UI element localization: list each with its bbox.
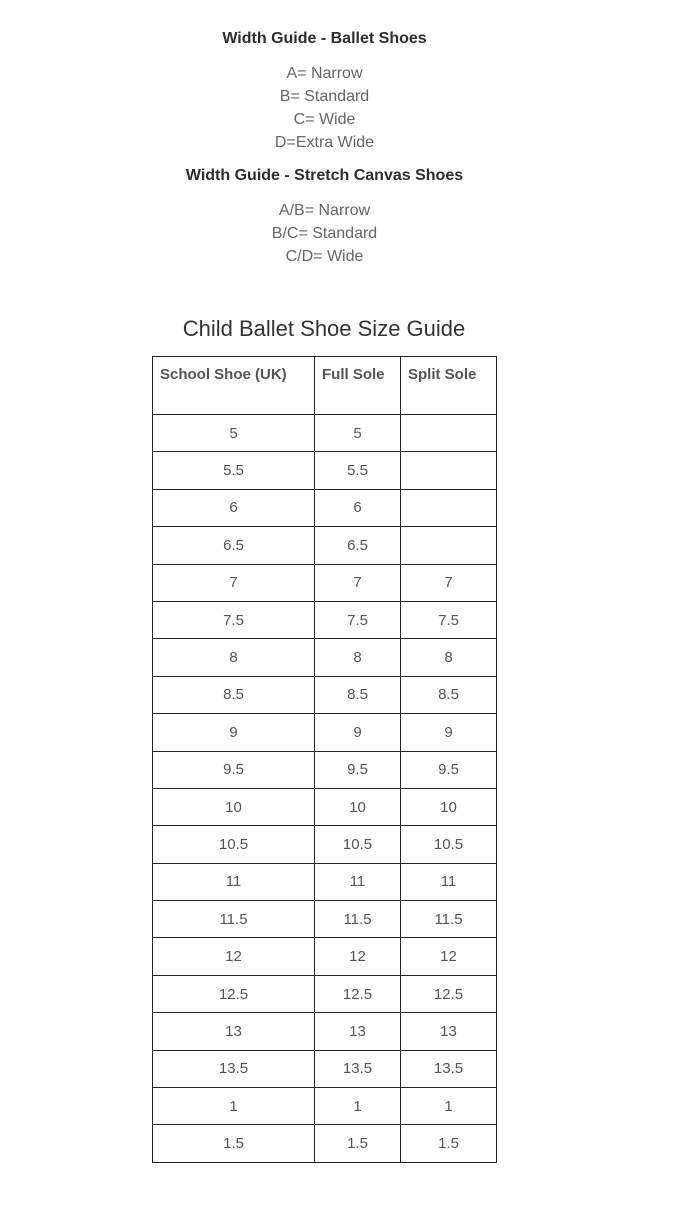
table-row — [153, 564, 497, 601]
split-sole-cell: 10.5 — [401, 826, 497, 863]
table-row — [153, 676, 497, 713]
split-sole-cell: 11.5 — [401, 901, 497, 938]
split-sole-cell: 8 — [401, 639, 497, 676]
school-shoe-cell: 11 — [153, 863, 315, 900]
split-sole-cell: 8.5 — [401, 676, 497, 713]
full-sole-cell: 8.5 — [315, 676, 401, 713]
school-shoe-cell: 6 — [153, 489, 315, 526]
full-sole-cell: 13.5 — [315, 1050, 401, 1087]
size-guide-table — [152, 356, 497, 1163]
table-row — [153, 863, 497, 900]
school-shoe-cell: 10.5 — [153, 826, 315, 863]
table-row — [153, 527, 497, 564]
school-shoe-cell: 13.5 — [153, 1050, 315, 1087]
full-sole-cell: 5 — [315, 415, 401, 452]
split-sole-cell — [401, 415, 497, 452]
split-sole-cell: 7 — [401, 564, 497, 601]
table-row — [153, 901, 497, 938]
table-row — [153, 1088, 497, 1125]
full-sole-cell: 12 — [315, 938, 401, 975]
table-row — [153, 1050, 497, 1087]
column-header-split-sole: Split Sole — [401, 357, 497, 415]
split-sole-cell: 12.5 — [401, 975, 497, 1012]
school-shoe-cell: 10 — [153, 788, 315, 825]
school-shoe-cell: 13 — [153, 1013, 315, 1050]
full-sole-cell: 1 — [315, 1088, 401, 1125]
school-shoe-cell: 12.5 — [153, 975, 315, 1012]
canvas-width-item: A/B= Narrow — [278, 202, 371, 219]
split-sole-cell: 13 — [401, 1013, 497, 1050]
full-sole-cell: 7 — [315, 564, 401, 601]
school-shoe-cell: 6.5 — [153, 527, 315, 564]
full-sole-cell: 1.5 — [315, 1125, 401, 1162]
table-row — [153, 415, 497, 452]
ballet-width-guide-list — [0, 62, 649, 154]
split-sole-cell: 9.5 — [401, 751, 497, 788]
canvas-width-item: C/D= Wide — [285, 248, 364, 265]
full-sole-cell: 11.5 — [315, 901, 401, 938]
school-shoe-cell: 12 — [153, 938, 315, 975]
split-sole-cell: 7.5 — [401, 601, 497, 638]
school-shoe-cell: 11.5 — [153, 901, 315, 938]
school-shoe-cell: 8.5 — [153, 676, 315, 713]
table-row — [153, 639, 497, 676]
school-shoe-cell: 7.5 — [153, 601, 315, 638]
full-sole-cell: 11 — [315, 863, 401, 900]
school-shoe-cell: 5.5 — [153, 452, 315, 489]
school-shoe-cell: 1 — [153, 1088, 315, 1125]
split-sole-cell — [401, 489, 497, 526]
table-row — [153, 751, 497, 788]
table-row — [153, 826, 497, 863]
table-row — [153, 1013, 497, 1050]
full-sole-cell: 12.5 — [315, 975, 401, 1012]
canvas-width-item: B/C= Standard — [271, 225, 378, 242]
school-shoe-cell: 5 — [153, 415, 315, 452]
ballet-width-item: D=Extra Wide — [274, 134, 375, 151]
ballet-width-item: C= Wide — [293, 111, 356, 128]
table-header-row — [153, 357, 497, 415]
ballet-width-item: A= Narrow — [286, 65, 363, 82]
full-sole-cell: 13 — [315, 1013, 401, 1050]
column-header-full-sole: Full Sole — [315, 357, 401, 415]
full-sole-cell: 10 — [315, 788, 401, 825]
full-sole-cell: 8 — [315, 639, 401, 676]
school-shoe-cell: 1.5 — [153, 1125, 315, 1162]
full-sole-cell: 7.5 — [315, 601, 401, 638]
split-sole-cell — [401, 452, 497, 489]
table-row — [153, 601, 497, 638]
size-guide-title: Child Ballet Shoe Size Guide — [182, 316, 466, 341]
table-row — [153, 489, 497, 526]
full-sole-cell: 6 — [315, 489, 401, 526]
ballet-width-guide-title: Width Guide - Ballet Shoes — [222, 30, 427, 47]
table-row — [153, 452, 497, 489]
split-sole-cell: 1.5 — [401, 1125, 497, 1162]
full-sole-cell: 9 — [315, 714, 401, 751]
school-shoe-cell: 9.5 — [153, 751, 315, 788]
column-header-school-shoe: School Shoe (UK) — [153, 357, 315, 415]
full-sole-cell: 10.5 — [315, 826, 401, 863]
split-sole-cell — [401, 527, 497, 564]
school-shoe-cell: 9 — [153, 714, 315, 751]
school-shoe-cell: 7 — [153, 564, 315, 601]
ballet-width-item: B= Standard — [279, 88, 370, 105]
table-row — [153, 975, 497, 1012]
split-sole-cell: 9 — [401, 714, 497, 751]
school-shoe-cell: 8 — [153, 639, 315, 676]
split-sole-cell: 13.5 — [401, 1050, 497, 1087]
table-row — [153, 1125, 497, 1162]
split-sole-cell: 10 — [401, 788, 497, 825]
full-sole-cell: 9.5 — [315, 751, 401, 788]
table-row — [153, 788, 497, 825]
split-sole-cell: 1 — [401, 1088, 497, 1125]
split-sole-cell: 12 — [401, 938, 497, 975]
table-row — [153, 938, 497, 975]
size-table-body — [153, 415, 497, 1163]
canvas-width-guide-title: Width Guide - Stretch Canvas Shoes — [185, 167, 464, 184]
split-sole-cell: 11 — [401, 863, 497, 900]
canvas-width-guide-list — [0, 199, 649, 268]
full-sole-cell: 6.5 — [315, 527, 401, 564]
table-row — [153, 714, 497, 751]
full-sole-cell: 5.5 — [315, 452, 401, 489]
